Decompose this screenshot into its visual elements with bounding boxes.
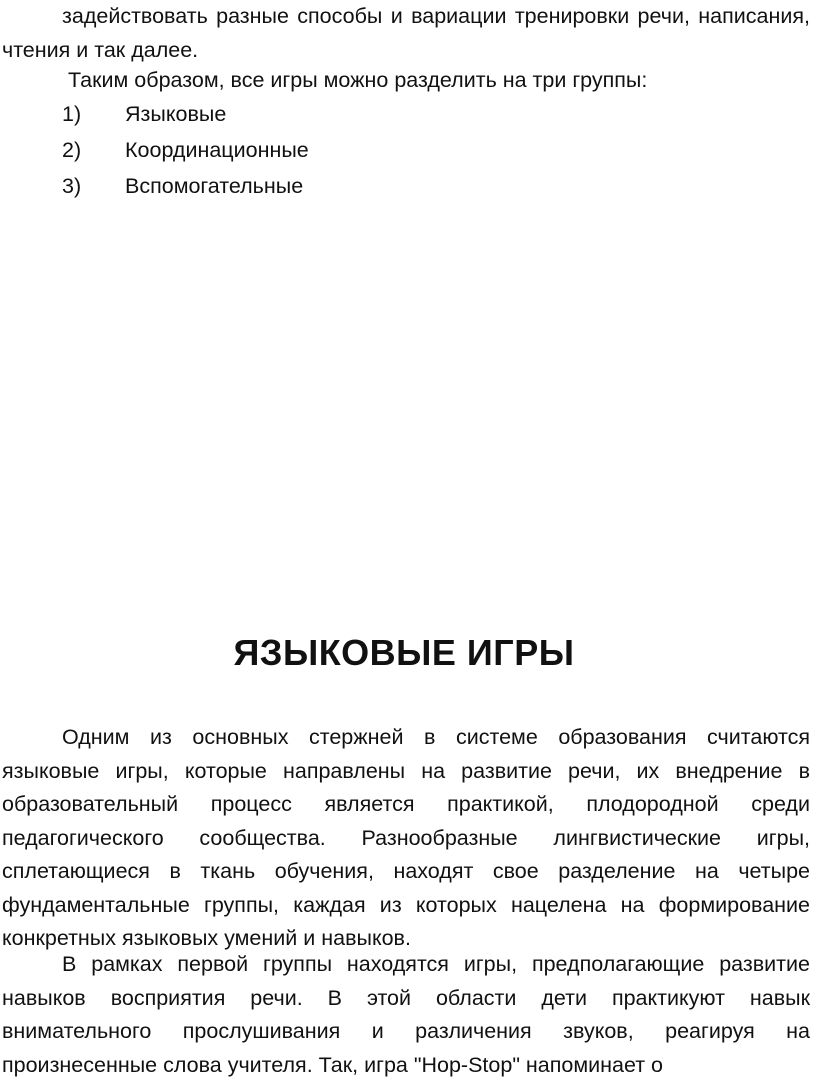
body-paragraph: В рамках первой группы находятся игры, предполагающие развитие навыков восприятия речи. В этой области дети практикуют навык внимательного прослушивания и различения звуков, реагируя на произнесенные слова учителя. Так, игра "Hop-Stop" напоминает о	[2, 952, 810, 1077]
section-heading: ЯЗЫКОВЫЕ ИГРЫ	[233, 632, 575, 673]
list-item-number: 3)	[62, 174, 82, 198]
list-item-label: Вспомогательные	[125, 174, 304, 198]
list-item-number: 2)	[62, 138, 82, 162]
list-item-label: Языковые	[125, 102, 227, 126]
list-item-number: 1)	[62, 102, 82, 126]
intro-paragraph: задействовать разные способы и вариации тренировки речи, написания, чтения и так далее.	[2, 4, 810, 62]
list-item-label: Координационные	[125, 138, 309, 162]
body-paragraph: Одним из основных стержней в системе образования считаются языковые игры, которые направлены на развитие речи, их внедрение в образовательный процесс является практикой, плодородной среди педагогического сообщества. Разнообразные лингвистические игры, сплетающиеся в ткань обучения, находят свое разделение на четыре фундаментальные группы, каждая из которых нацелена на формирование конкретных языковых умений и навыков.	[2, 725, 810, 950]
summary-line: Таким образом, все игры можно разделить на три группы:	[68, 68, 648, 92]
